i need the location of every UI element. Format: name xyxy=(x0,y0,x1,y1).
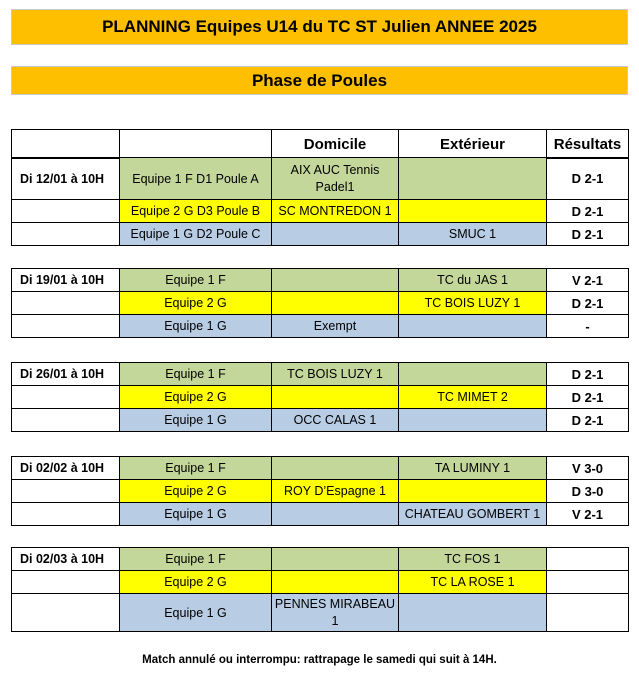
round-block xyxy=(11,547,629,632)
round-block xyxy=(11,362,629,432)
domicile-cell: SC MONTREDON 1 xyxy=(272,200,399,223)
equipe-cell: Equipe 2 G xyxy=(120,571,272,594)
exterieur-cell: TA LUMINY 1 xyxy=(399,457,547,480)
header-resultats: Résultats xyxy=(547,130,629,159)
round-date: Di 19/01 à 10H xyxy=(12,269,120,292)
domicile-cell xyxy=(272,223,399,246)
equipe-cell: Equipe 2 G D3 Poule B xyxy=(120,200,272,223)
exterieur-cell: TC LA ROSE 1 xyxy=(399,571,547,594)
domicile-cell: TC BOIS LUZY 1 xyxy=(272,363,399,386)
equipe-cell: Equipe 2 G xyxy=(120,386,272,409)
header-table xyxy=(11,129,629,159)
equipe-cell: Equipe 1 G xyxy=(120,409,272,432)
exterieur-cell xyxy=(399,363,547,386)
date-empty-cell xyxy=(12,503,120,526)
domicile-cell xyxy=(272,292,399,315)
date-empty-cell xyxy=(12,409,120,432)
domicile-cell: OCC CALAS 1 xyxy=(272,409,399,432)
round-block xyxy=(11,456,629,526)
date-empty-cell xyxy=(12,315,120,338)
date-empty-cell xyxy=(12,223,120,246)
round-date: Di 02/03 à 10H xyxy=(12,548,120,571)
resultat-cell: D 2-1 xyxy=(547,386,629,409)
header-empty-equipe xyxy=(120,130,272,159)
equipe-cell: Equipe 1 F xyxy=(120,457,272,480)
resultat-cell: D 2-1 xyxy=(547,158,629,200)
header-exterieur: Extérieur xyxy=(399,130,547,159)
equipe-cell: Equipe 1 G xyxy=(120,315,272,338)
equipe-cell: Equipe 1 G D2 Poule C xyxy=(120,223,272,246)
exterieur-cell xyxy=(399,200,547,223)
date-empty-cell xyxy=(12,292,120,315)
page-title: PLANNING Equipes U14 du TC ST Julien ANNEE 2025 xyxy=(11,9,628,45)
resultat-cell: D 2-1 xyxy=(547,200,629,223)
resultat-cell: V 2-1 xyxy=(547,269,629,292)
equipe-cell: Equipe 1 G xyxy=(120,503,272,526)
resultat-cell: D 2-1 xyxy=(547,292,629,315)
equipe-cell: Equipe 2 G xyxy=(120,480,272,503)
resultat-cell: D 2-1 xyxy=(547,223,629,246)
date-empty-cell xyxy=(12,386,120,409)
domicile-cell xyxy=(272,386,399,409)
exterieur-cell: SMUC 1 xyxy=(399,223,547,246)
round-block xyxy=(11,157,629,246)
resultat-cell: D 3-0 xyxy=(547,480,629,503)
phase-title: Phase de Poules xyxy=(11,66,628,95)
date-empty-cell xyxy=(12,480,120,503)
date-empty-cell xyxy=(12,571,120,594)
resultat-cell xyxy=(547,594,629,632)
domicile-cell xyxy=(272,571,399,594)
round-date: Di 26/01 à 10H xyxy=(12,363,120,386)
domicile-cell xyxy=(272,548,399,571)
domicile-cell: AIX AUC Tennis Padel1 xyxy=(272,158,399,200)
resultat-cell: V 3-0 xyxy=(547,457,629,480)
resultat-cell: D 2-1 xyxy=(547,363,629,386)
equipe-cell: Equipe 1 G xyxy=(120,594,272,632)
domicile-cell xyxy=(272,503,399,526)
equipe-cell: Equipe 1 F xyxy=(120,363,272,386)
domicile-cell: Exempt xyxy=(272,315,399,338)
exterieur-cell xyxy=(399,594,547,632)
exterieur-cell: TC du JAS 1 xyxy=(399,269,547,292)
round-date: Di 02/02 à 10H xyxy=(12,457,120,480)
header-empty-date xyxy=(12,130,120,159)
equipe-cell: Equipe 1 F xyxy=(120,548,272,571)
exterieur-cell xyxy=(399,409,547,432)
resultat-cell xyxy=(547,571,629,594)
domicile-cell xyxy=(272,457,399,480)
exterieur-cell: TC BOIS LUZY 1 xyxy=(399,292,547,315)
exterieur-cell xyxy=(399,315,547,338)
resultat-cell xyxy=(547,548,629,571)
exterieur-cell xyxy=(399,158,547,200)
resultat-cell: D 2-1 xyxy=(547,409,629,432)
resultat-cell: V 2-1 xyxy=(547,503,629,526)
round-date: Di 12/01 à 10H xyxy=(12,158,120,200)
header-domicile: Domicile xyxy=(272,130,399,159)
resultat-cell: - xyxy=(547,315,629,338)
equipe-cell: Equipe 1 F D1 Poule A xyxy=(120,158,272,200)
domicile-cell: ROY D’Espagne 1 xyxy=(272,480,399,503)
exterieur-cell: TC FOS 1 xyxy=(399,548,547,571)
equipe-cell: Equipe 2 G xyxy=(120,292,272,315)
exterieur-cell: CHATEAU GOMBERT 1 xyxy=(399,503,547,526)
exterieur-cell xyxy=(399,480,547,503)
exterieur-cell: TC MIMET 2 xyxy=(399,386,547,409)
footnote: Match annulé ou interrompu: rattrapage le samedi qui suit à 14H. xyxy=(142,654,497,666)
date-empty-cell xyxy=(12,594,120,632)
domicile-cell: PENNES MIRABEAU 1 xyxy=(272,594,399,632)
date-empty-cell xyxy=(12,200,120,223)
round-block xyxy=(11,268,629,338)
domicile-cell xyxy=(272,269,399,292)
equipe-cell: Equipe 1 F xyxy=(120,269,272,292)
